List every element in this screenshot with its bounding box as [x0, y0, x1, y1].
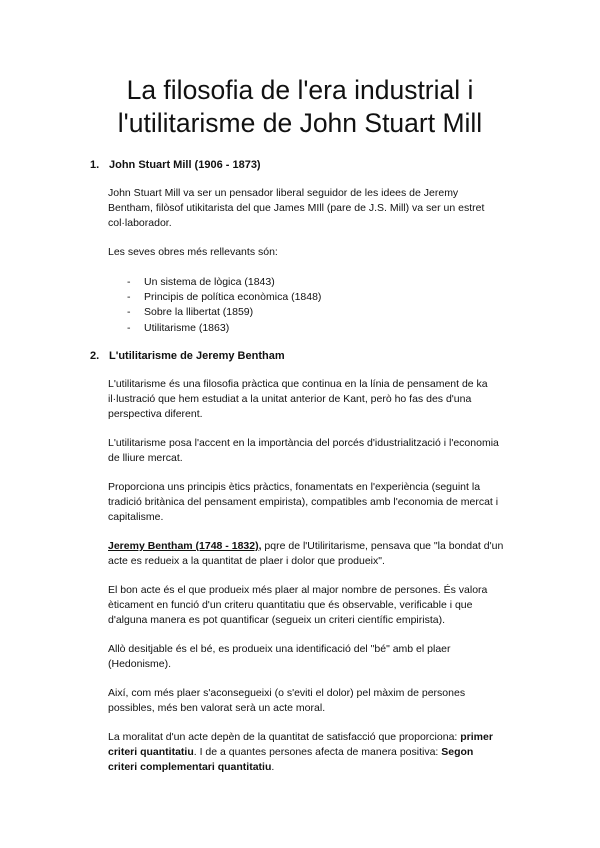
text-line: Bentham, filòsof utikitarista del que James MIll (pare de J.S. Mill) va ser un estret — [108, 202, 485, 215]
work-title: Un sistema de lògica (1843) — [144, 276, 275, 288]
paragraph-5 — [108, 583, 548, 629]
bullet-marker: - — [127, 276, 131, 288]
text-line: tradició britànica del pensament empirista), compatibles amb l'economia de mercat i — [108, 496, 499, 509]
text-line: El bon acte és el que produeix més plaer al major nombre de persones. És valora — [108, 584, 488, 596]
work-title: Principis de política econòmica (1848) — [144, 291, 322, 304]
document-title — [40, 74, 560, 140]
title-line-2: l'utilitarisme de John Stuart Mill — [117, 108, 483, 138]
list-item — [108, 305, 321, 320]
work-title: Sobre la llibertat (1859) — [144, 306, 254, 319]
text-line — [108, 539, 548, 554]
text-line: Allò desitjable és el bé, es produeix una identificació del "bé" amb el plaer — [108, 643, 451, 655]
section-1-intro — [108, 186, 548, 232]
text-line: Així, com més plaer s'aconsegueixi (o s'eviti el dolor) pel màxim de persones — [108, 687, 466, 699]
paragraph-3 — [108, 480, 548, 526]
text-line: possibles, més ben valorat serà un acte moral. — [108, 702, 326, 715]
work-title: Utilitarisme (1863) — [144, 321, 230, 334]
bullet-marker: - — [127, 321, 131, 334]
paragraph-1 — [108, 377, 548, 423]
list-item — [108, 321, 321, 336]
paragraph-4 — [108, 539, 548, 569]
section-1-number: 1. — [90, 159, 100, 171]
list-item — [108, 275, 321, 290]
text-line — [108, 745, 548, 760]
bold-term: criteri complementari quantitatiu — [108, 761, 272, 774]
bold-term: Segon — [441, 746, 474, 759]
text-line: col·laborador. — [108, 217, 172, 230]
text-run: La moralitat d'un acte depèn de la quantitat de satisfacció que proporciona: — [108, 731, 461, 743]
text-line: Proporciona uns principis ètics pràctics, fonamentats en l'experiència (seguint la — [108, 481, 481, 493]
text-line: (Hedonisme). — [108, 658, 172, 671]
text-line: capitalisme. — [108, 511, 164, 524]
text-run: . I de a quantes persones afecta de manera positiva: — [193, 746, 442, 759]
text-line: d'alguna manera es pot quantificar (segueix un criteri científic empirista). — [108, 614, 445, 627]
text-line: acte es redueix a la quantitat de plaer i dolor que produeix". — [108, 555, 385, 568]
bentham-name-link[interactable]: Jeremy Bentham (1748 - 1832), — [108, 540, 262, 552]
bold-term: primer — [460, 731, 493, 743]
text-line: de lliure mercat. — [108, 452, 183, 465]
text-run: . — [271, 761, 275, 774]
bullet-marker: - — [127, 306, 131, 319]
bold-term: criteri quantitatiu — [108, 746, 194, 759]
section-1-title: John Stuart Mill (1906 - 1873) — [109, 159, 261, 171]
paragraph-6 — [108, 642, 548, 672]
text-run: pqre de l'Utiliritarisme, pensava que "la bondat d'un — [261, 540, 504, 552]
paragraph-7 — [108, 686, 548, 716]
works-intro — [108, 245, 548, 260]
text-line: Les seves obres més rellevants són: — [108, 246, 278, 258]
bullet-marker: - — [127, 291, 131, 304]
title-line-1: La filosofia de l'era industrial i — [126, 75, 474, 105]
paragraph-2 — [108, 436, 548, 466]
list-item — [108, 290, 321, 305]
works-list — [108, 275, 321, 336]
paragraph-8 — [108, 730, 548, 776]
text-line — [108, 760, 548, 775]
text-line: il·lustració que hem estudiat a la unitat anterior de Kant, però ho fas des d'una — [108, 393, 472, 406]
text-line — [108, 730, 548, 745]
text-line: perspectiva diferent. — [108, 408, 203, 421]
text-line: L'utilitarisme posa l'accent en la importància del porcés d'idustrialització i l'economia — [108, 437, 499, 449]
text-line: John Stuart Mill va ser un pensador liberal seguidor de les idees de Jeremy — [108, 187, 459, 199]
section-2-title: L'utilitarisme de Jeremy Bentham — [109, 350, 285, 362]
text-line: L'utilitarisme és una filosofia pràctica que continua en la línia de pensament de ka — [108, 378, 488, 390]
text-line: èticament en funció d'un criteru quantitatiu que és observable, verificable i que — [108, 599, 473, 612]
section-2-number: 2. — [90, 350, 100, 362]
